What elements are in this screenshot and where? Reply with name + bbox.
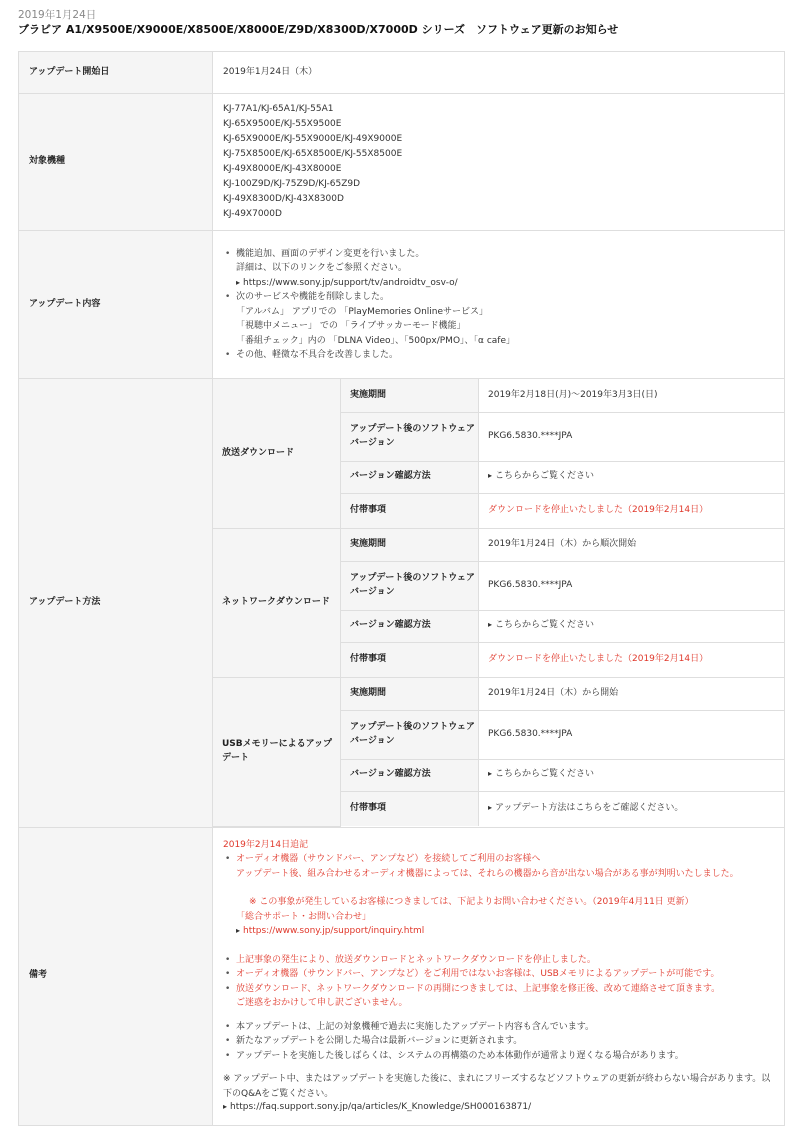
network-note: ダウンロードを停止いたしました（2019年2月14日）	[479, 642, 785, 677]
inquiry-link[interactable]: ▸ https://www.sony.jp/support/inquiry.html	[236, 926, 424, 936]
model-line: KJ-49X8300D/KJ-43X8300D	[223, 194, 344, 204]
version-label: アップデート後のソフトウェアバージョン	[341, 561, 479, 610]
remarks-bullet: • オーディオ機器（サウンドバー、アンプなど）をご利用ではないお客様は、USBメモリによるアップデートが可能です。	[223, 967, 772, 982]
model-line: KJ-49X7000D	[223, 209, 282, 219]
osv-link[interactable]: ▸ https://www.sony.jp/support/tv/androidtv_osv-o/	[236, 278, 458, 288]
method-network-name: ネットワークダウンロード	[213, 528, 341, 677]
period-label: 実施期間	[341, 379, 479, 412]
model-line: KJ-100Z9D/KJ-75Z9D/KJ-65Z9D	[223, 179, 361, 189]
method-table	[213, 379, 784, 827]
row-start-date	[19, 52, 785, 94]
check-label: バージョン確認方法	[341, 610, 479, 642]
note-label: 付帯事項	[341, 642, 479, 677]
update-content-label: アップデート内容	[19, 231, 213, 379]
row-models	[19, 94, 785, 231]
faq-note: ※ アップデート中、またはアップデートを実施した後に、まれにフリーズするなどソフトウェアの更新が終わらない場合があります。以下のQ&Aをご覧ください。	[223, 1074, 771, 1099]
publish-date: 2019年1月24日	[18, 9, 97, 21]
faq-link[interactable]: ▸ https://faq.support.sony.jp/qa/articles/K_Knowledge/SH000163871/	[223, 1102, 531, 1112]
period-label: 実施期間	[341, 528, 479, 561]
content-bullet: • その他、軽微な不具合を改善しました。	[223, 348, 772, 363]
page-title: ブラビア A1/X9500E/X9000E/X8500E/X8000E/Z9D/X8300D/X7000D シリーズ ソフトウェア更新のお知らせ	[18, 23, 619, 36]
content-bullet: • 次のサービスや機能を削除しました。 「アルバム」 アプリでの 「PlayMemories Onlineサービス」 「視聴中メニュー」 での 「ライブサッカーモード機能」 「番組チェック」内の 「DLNA Video」、「500px/PMO」、「α cafe」	[223, 290, 772, 348]
period-label: 実施期間	[341, 677, 479, 710]
notice-bullet: • 新たなアップデートを公開した場合は最新バージョンに更新されます。	[223, 1034, 772, 1049]
model-line: KJ-77A1/KJ-65A1/KJ-55A1	[223, 104, 334, 114]
usb-version: PKG6.5830.****JPA	[479, 710, 785, 759]
usb-method-link[interactable]: ▸ アップデート方法はこちらをご確認ください。	[488, 803, 683, 813]
model-line: KJ-65X9000E/KJ-55X9000E/KJ-49X9000E	[223, 134, 403, 144]
check-label: バージョン確認方法	[341, 759, 479, 791]
model-line: KJ-75X8500E/KJ-65X8500E/KJ-55X8500E	[223, 149, 403, 159]
broadcast-period: 2019年2月18日(月)～2019年3月3日(日)	[479, 379, 785, 412]
model-line: KJ-49X8000E/KJ-43X8000E	[223, 164, 342, 174]
models-label: 対象機種	[19, 94, 213, 231]
method-broadcast-name: 放送ダウンロード	[213, 379, 341, 528]
note-label: 付帯事項	[341, 493, 479, 528]
method-usb-name: USBメモリーによるアップデート	[213, 677, 341, 826]
notice-bullet: • アップデートを実施した後しばらくは、システムの再構築のため本体動作が通常より遅くなる場合があります。	[223, 1049, 772, 1064]
row-update-method	[19, 379, 785, 828]
model-line: KJ-65X9500E/KJ-55X9500E	[223, 119, 342, 129]
broadcast-version: PKG6.5830.****JPA	[479, 412, 785, 461]
remarks-value	[213, 827, 785, 1125]
usb-period: 2019年1月24日（木）から開始	[479, 677, 785, 710]
check-label: バージョン確認方法	[341, 461, 479, 493]
remarks-bullet: • 上記事象の発生により、放送ダウンロードとネットワークダウンロードを停止しました。	[223, 953, 772, 968]
broadcast-note: ダウンロードを停止いたしました（2019年2月14日）	[479, 493, 785, 528]
version-label: アップデート後のソフトウェアバージョン	[341, 412, 479, 461]
models-list	[213, 94, 785, 231]
usb-check-link[interactable]: ▸ こちらからご覧ください	[488, 769, 594, 779]
update-method-label: アップデート方法	[19, 379, 213, 828]
row-update-content	[19, 231, 785, 379]
notice-bullet: • 本アップデートは、上記の対象機種で過去に実施したアップデート内容も含んでいます。	[223, 1020, 772, 1035]
content-bullet: • 機能追加、画面のデザイン変更を行いました。 詳細は、以下のリンクをご参照ください。 ▸ https://www.sony.jp/support/tv/androidtv_osv-o/	[223, 247, 772, 291]
broadcast-check-link[interactable]: ▸ こちらからご覧ください	[488, 471, 594, 481]
network-version: PKG6.5830.****JPA	[479, 561, 785, 610]
remarks-label: 備考	[19, 827, 213, 1125]
remarks-bullet: • オーディオ機器（サウンドバー、アンプなど）を接続してご利用のお客様へ アップデート後、組み合わせるオーディオ機器によっては、それらの機器から音が出ない場合がある事が判明いたしました。 ※ この事象が発生しているお客様につきましては、下記よりお問い合わせください。（2019年4月11日 更新） 「総合サポート・お問い合わせ」 ▸ https://www.sony.jp/support/inquiry.html	[223, 852, 772, 953]
start-date-value: 2019年1月24日（木）	[213, 52, 785, 94]
version-label: アップデート後のソフトウェアバージョン	[341, 710, 479, 759]
update-method-value	[213, 379, 785, 828]
remarks-date: 2019年2月14日追記	[223, 839, 309, 850]
note-label: 付帯事項	[341, 791, 479, 826]
update-info-table	[18, 51, 785, 1126]
start-date-label: アップデート開始日	[19, 52, 213, 94]
network-check-link[interactable]: ▸ こちらからご覧ください	[488, 620, 594, 630]
update-content-value	[213, 231, 785, 379]
network-period: 2019年1月24日（木）から順次開始	[479, 528, 785, 561]
remarks-bullet: • 放送ダウンロード、ネットワークダウンロードの再開につきましては、上記事象を修正後、改めて連絡させて頂きます。 ご迷惑をおかけして申し訳ございません。	[223, 982, 772, 1011]
row-remarks	[19, 827, 785, 1125]
